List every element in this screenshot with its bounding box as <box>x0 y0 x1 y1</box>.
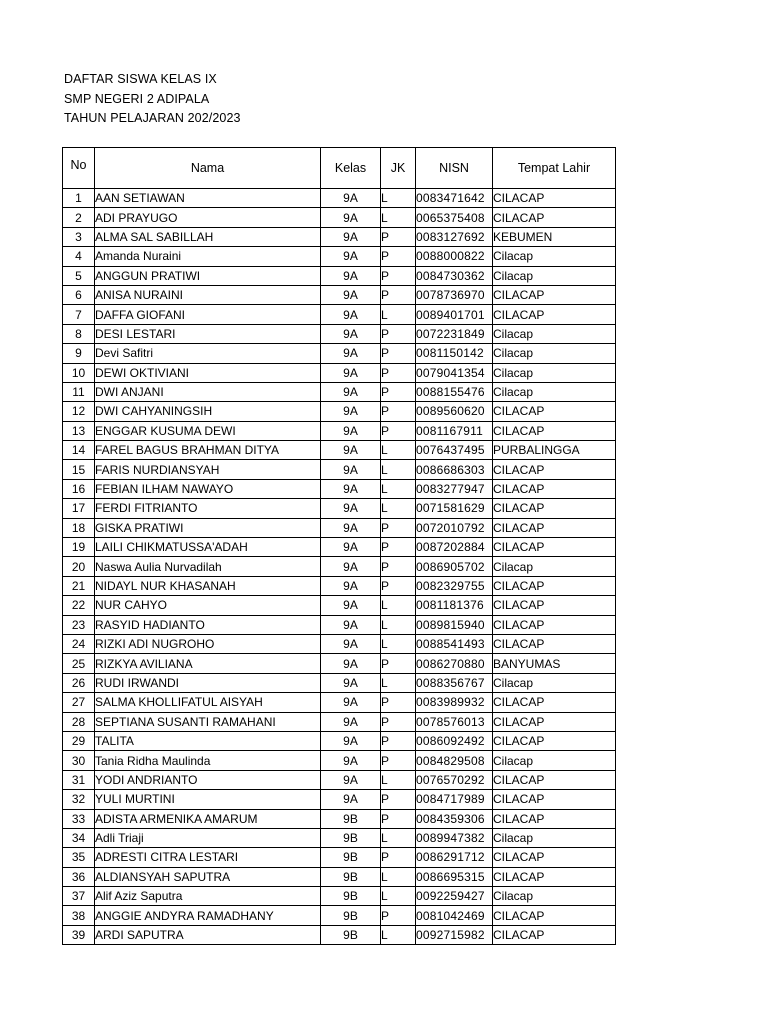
cell-tempat-lahir: CILACAP <box>493 770 616 789</box>
cell-nama: SALMA KHOLLIFATUL AISYAH <box>95 693 321 712</box>
cell-jk: L <box>381 673 416 692</box>
cell-tempat-lahir: CILACAP <box>493 538 616 557</box>
cell-kelas: 9A <box>321 538 381 557</box>
cell-jk: P <box>381 906 416 925</box>
cell-kelas: 9A <box>321 189 381 208</box>
cell-tempat-lahir: CILACAP <box>493 809 616 828</box>
cell-tempat-lahir: CILACAP <box>493 712 616 731</box>
table-row <box>63 654 616 673</box>
cell-jk: P <box>381 809 416 828</box>
cell-nisn: 0083471642 <box>416 189 493 208</box>
table-row <box>63 731 616 750</box>
cell-nama: DEWI OKTIVIANI <box>95 363 321 382</box>
cell-no: 15 <box>63 460 95 479</box>
cell-kelas: 9A <box>321 421 381 440</box>
table-row <box>63 479 616 498</box>
cell-tempat-lahir: Cilacap <box>493 266 616 285</box>
cell-no: 30 <box>63 751 95 770</box>
cell-kelas: 9A <box>321 790 381 809</box>
cell-kelas: 9A <box>321 479 381 498</box>
cell-nisn: 0084359306 <box>416 809 493 828</box>
cell-no: 34 <box>63 828 95 847</box>
header-tempat-lahir: Tempat Lahir <box>493 148 616 189</box>
cell-no: 11 <box>63 382 95 401</box>
cell-nisn: 0086686303 <box>416 460 493 479</box>
cell-tempat-lahir: CILACAP <box>493 285 616 304</box>
cell-jk: P <box>381 848 416 867</box>
cell-tempat-lahir: CILACAP <box>493 421 616 440</box>
cell-tempat-lahir: CILACAP <box>493 305 616 324</box>
cell-kelas: 9B <box>321 828 381 847</box>
table-row <box>63 615 616 634</box>
cell-nisn: 0083989932 <box>416 693 493 712</box>
cell-nama: Adli Triaji <box>95 828 321 847</box>
cell-nama: RASYID HADIANTO <box>95 615 321 634</box>
cell-nisn: 0065375408 <box>416 208 493 227</box>
cell-tempat-lahir: CILACAP <box>493 479 616 498</box>
cell-nisn: 0071581629 <box>416 499 493 518</box>
cell-kelas: 9B <box>321 887 381 906</box>
cell-kelas: 9A <box>321 285 381 304</box>
cell-nama: Alif Aziz Saputra <box>95 887 321 906</box>
cell-jk: L <box>381 208 416 227</box>
cell-no: 21 <box>63 576 95 595</box>
cell-nisn: 0086695315 <box>416 867 493 886</box>
cell-kelas: 9B <box>321 925 381 944</box>
cell-nama: NIDAYL NUR KHASANAH <box>95 576 321 595</box>
document-heading <box>64 70 241 129</box>
header-row <box>63 148 616 189</box>
cell-kelas: 9A <box>321 402 381 421</box>
table-row <box>63 382 616 401</box>
cell-nisn: 0088000822 <box>416 247 493 266</box>
cell-no: 17 <box>63 499 95 518</box>
cell-nisn: 0081181376 <box>416 596 493 615</box>
cell-nama: ANGGIE ANDYRA RAMADHANY <box>95 906 321 925</box>
cell-no: 35 <box>63 848 95 867</box>
cell-nisn: 0083277947 <box>416 479 493 498</box>
cell-tempat-lahir: CILACAP <box>493 731 616 750</box>
table-row <box>63 305 616 324</box>
cell-nama: AAN SETIAWAN <box>95 189 321 208</box>
cell-nama: ADI PRAYUGO <box>95 208 321 227</box>
cell-no: 1 <box>63 189 95 208</box>
cell-nama: ANGGUN PRATIWI <box>95 266 321 285</box>
table-row <box>63 634 616 653</box>
cell-nama: RIZKYA AVILIANA <box>95 654 321 673</box>
table-row <box>63 285 616 304</box>
cell-nama: RIZKI ADI NUGROHO <box>95 634 321 653</box>
cell-nisn: 0083127692 <box>416 227 493 246</box>
cell-nama: Amanda Nuraini <box>95 247 321 266</box>
cell-jk: L <box>381 828 416 847</box>
cell-nisn: 0076570292 <box>416 770 493 789</box>
cell-jk: P <box>381 712 416 731</box>
cell-jk: L <box>381 479 416 498</box>
header-kelas: Kelas <box>321 148 381 189</box>
cell-jk: P <box>381 731 416 750</box>
cell-jk: P <box>381 227 416 246</box>
cell-tempat-lahir: Cilacap <box>493 887 616 906</box>
cell-no: 31 <box>63 770 95 789</box>
cell-nisn: 0086092492 <box>416 731 493 750</box>
cell-nama: Devi Safitri <box>95 344 321 363</box>
cell-kelas: 9A <box>321 693 381 712</box>
table-row <box>63 848 616 867</box>
table-row <box>63 557 616 576</box>
cell-nisn: 0086291712 <box>416 848 493 867</box>
cell-jk: P <box>381 654 416 673</box>
cell-nama: SEPTIANA SUSANTI RAMAHANI <box>95 712 321 731</box>
cell-kelas: 9A <box>321 615 381 634</box>
cell-no: 12 <box>63 402 95 421</box>
cell-jk: P <box>381 402 416 421</box>
cell-no: 27 <box>63 693 95 712</box>
table-row <box>63 712 616 731</box>
cell-nama: FERDI FITRIANTO <box>95 499 321 518</box>
cell-kelas: 9A <box>321 227 381 246</box>
cell-no: 10 <box>63 363 95 382</box>
cell-no: 2 <box>63 208 95 227</box>
cell-tempat-lahir: CILACAP <box>493 693 616 712</box>
cell-kelas: 9A <box>321 654 381 673</box>
table-row <box>63 247 616 266</box>
cell-tempat-lahir: Cilacap <box>493 557 616 576</box>
cell-nisn: 0081150142 <box>416 344 493 363</box>
table-row <box>63 693 616 712</box>
cell-tempat-lahir: Cilacap <box>493 382 616 401</box>
cell-kelas: 9A <box>321 576 381 595</box>
cell-kelas: 9A <box>321 596 381 615</box>
cell-nisn: 0084717989 <box>416 790 493 809</box>
table-row <box>63 673 616 692</box>
cell-tempat-lahir: Cilacap <box>493 673 616 692</box>
cell-nisn: 0078576013 <box>416 712 493 731</box>
cell-tempat-lahir: CILACAP <box>493 518 616 537</box>
cell-kelas: 9A <box>321 770 381 789</box>
cell-tempat-lahir: CILACAP <box>493 596 616 615</box>
cell-tempat-lahir: CILACAP <box>493 576 616 595</box>
cell-no: 6 <box>63 285 95 304</box>
cell-no: 39 <box>63 925 95 944</box>
cell-jk: P <box>381 285 416 304</box>
cell-no: 38 <box>63 906 95 925</box>
cell-nama: DESI LESTARI <box>95 324 321 343</box>
cell-kelas: 9A <box>321 518 381 537</box>
cell-kelas: 9A <box>321 634 381 653</box>
cell-jk: P <box>381 344 416 363</box>
cell-jk: L <box>381 887 416 906</box>
cell-no: 32 <box>63 790 95 809</box>
cell-tempat-lahir: Cilacap <box>493 363 616 382</box>
header-jk: JK <box>381 148 416 189</box>
table-body <box>63 189 616 945</box>
cell-nisn: 0086270880 <box>416 654 493 673</box>
cell-kelas: 9A <box>321 208 381 227</box>
cell-nisn: 0082329755 <box>416 576 493 595</box>
cell-nama: ANISA NURAINI <box>95 285 321 304</box>
cell-jk: L <box>381 596 416 615</box>
cell-tempat-lahir: BANYUMAS <box>493 654 616 673</box>
cell-nama: DWI ANJANI <box>95 382 321 401</box>
cell-jk: L <box>381 499 416 518</box>
cell-nama: ARDI SAPUTRA <box>95 925 321 944</box>
table-row <box>63 518 616 537</box>
cell-kelas: 9A <box>321 460 381 479</box>
cell-no: 36 <box>63 867 95 886</box>
cell-kelas: 9A <box>321 247 381 266</box>
heading-school: SMP NEGERI 2 ADIPALA <box>64 91 210 106</box>
cell-nama: ENGGAR KUSUMA DEWI <box>95 421 321 440</box>
cell-jk: P <box>381 518 416 537</box>
cell-jk: L <box>381 305 416 324</box>
cell-jk: L <box>381 867 416 886</box>
cell-tempat-lahir: PURBALINGGA <box>493 441 616 460</box>
table-row <box>63 499 616 518</box>
table-row <box>63 828 616 847</box>
cell-jk: P <box>381 324 416 343</box>
cell-tempat-lahir: CILACAP <box>493 189 616 208</box>
cell-jk: P <box>381 382 416 401</box>
cell-nisn: 0086905702 <box>416 557 493 576</box>
table-row <box>63 227 616 246</box>
cell-jk: P <box>381 557 416 576</box>
cell-tempat-lahir: CILACAP <box>493 848 616 867</box>
cell-nisn: 0084829508 <box>416 751 493 770</box>
cell-kelas: 9A <box>321 499 381 518</box>
cell-no: 33 <box>63 809 95 828</box>
cell-tempat-lahir: CILACAP <box>493 615 616 634</box>
cell-nisn: 0089401701 <box>416 305 493 324</box>
cell-nisn: 0081167911 <box>416 421 493 440</box>
cell-no: 3 <box>63 227 95 246</box>
cell-kelas: 9B <box>321 809 381 828</box>
table-row <box>63 770 616 789</box>
table-row <box>63 538 616 557</box>
cell-jk: P <box>381 266 416 285</box>
cell-nisn: 0079041354 <box>416 363 493 382</box>
cell-nama: FAREL BAGUS BRAHMAN DITYA <box>95 441 321 460</box>
heading-title: DAFTAR SISWA KELAS IX <box>64 72 217 86</box>
cell-no: 29 <box>63 731 95 750</box>
cell-tempat-lahir: CILACAP <box>493 460 616 479</box>
cell-kelas: 9B <box>321 906 381 925</box>
cell-no: 37 <box>63 887 95 906</box>
table-row <box>63 596 616 615</box>
cell-kelas: 9A <box>321 441 381 460</box>
cell-jk: L <box>381 634 416 653</box>
table-row <box>63 421 616 440</box>
cell-kelas: 9A <box>321 557 381 576</box>
cell-no: 14 <box>63 441 95 460</box>
cell-no: 9 <box>63 344 95 363</box>
cell-tempat-lahir: CILACAP <box>493 925 616 944</box>
cell-nama: GISKA PRATIWI <box>95 518 321 537</box>
table-row <box>63 189 616 208</box>
cell-kelas: 9A <box>321 751 381 770</box>
cell-nama: ALMA SAL SABILLAH <box>95 227 321 246</box>
student-roster-table <box>62 147 616 945</box>
cell-nisn: 0088356767 <box>416 673 493 692</box>
cell-no: 7 <box>63 305 95 324</box>
cell-nama: FEBIAN ILHAM NAWAYO <box>95 479 321 498</box>
cell-nama: RUDI IRWANDI <box>95 673 321 692</box>
cell-tempat-lahir: Cilacap <box>493 828 616 847</box>
cell-nama: YULI MURTINI <box>95 790 321 809</box>
table-row <box>63 363 616 382</box>
cell-tempat-lahir: CILACAP <box>493 499 616 518</box>
cell-no: 26 <box>63 673 95 692</box>
cell-jk: P <box>381 247 416 266</box>
table-row <box>63 344 616 363</box>
cell-nama: FARIS NURDIANSYAH <box>95 460 321 479</box>
table-row <box>63 266 616 285</box>
cell-kelas: 9A <box>321 324 381 343</box>
cell-tempat-lahir: CILACAP <box>493 790 616 809</box>
table-row <box>63 906 616 925</box>
table-row <box>63 576 616 595</box>
cell-nama: ALDIANSYAH SAPUTRA <box>95 867 321 886</box>
cell-no: 25 <box>63 654 95 673</box>
cell-kelas: 9A <box>321 382 381 401</box>
cell-kelas: 9A <box>321 712 381 731</box>
cell-nama: YODI ANDRIANTO <box>95 770 321 789</box>
table-row <box>63 790 616 809</box>
cell-nisn: 0072010792 <box>416 518 493 537</box>
cell-tempat-lahir: CILACAP <box>493 906 616 925</box>
cell-kelas: 9A <box>321 266 381 285</box>
cell-no: 24 <box>63 634 95 653</box>
cell-nama: NUR CAHYO <box>95 596 321 615</box>
cell-nisn: 0088541493 <box>416 634 493 653</box>
cell-jk: P <box>381 790 416 809</box>
cell-tempat-lahir: CILACAP <box>493 867 616 886</box>
cell-nisn: 0089947382 <box>416 828 493 847</box>
cell-nisn: 0081042469 <box>416 906 493 925</box>
header-nisn: NISN <box>416 148 493 189</box>
cell-jk: P <box>381 751 416 770</box>
cell-jk: L <box>381 925 416 944</box>
cell-nisn: 0089560620 <box>416 402 493 421</box>
cell-jk: P <box>381 363 416 382</box>
cell-no: 13 <box>63 421 95 440</box>
cell-kelas: 9A <box>321 731 381 750</box>
table-header <box>63 148 616 189</box>
cell-tempat-lahir: Cilacap <box>493 247 616 266</box>
table-row <box>63 751 616 770</box>
cell-nama: Tania Ridha Maulinda <box>95 751 321 770</box>
cell-nisn: 0092715982 <box>416 925 493 944</box>
cell-kelas: 9B <box>321 867 381 886</box>
cell-jk: L <box>381 770 416 789</box>
cell-kelas: 9A <box>321 673 381 692</box>
cell-tempat-lahir: Cilacap <box>493 751 616 770</box>
table-row <box>63 208 616 227</box>
table-row <box>63 402 616 421</box>
table-row <box>63 324 616 343</box>
table-row <box>63 887 616 906</box>
cell-jk: L <box>381 615 416 634</box>
cell-nisn: 0078736970 <box>416 285 493 304</box>
cell-tempat-lahir: CILACAP <box>493 208 616 227</box>
cell-no: 20 <box>63 557 95 576</box>
table-row <box>63 460 616 479</box>
cell-no: 5 <box>63 266 95 285</box>
cell-kelas: 9A <box>321 363 381 382</box>
cell-nisn: 0076437495 <box>416 441 493 460</box>
header-no: No <box>63 148 95 189</box>
cell-no: 8 <box>63 324 95 343</box>
cell-nisn: 0072231849 <box>416 324 493 343</box>
cell-nisn: 0092259427 <box>416 887 493 906</box>
cell-jk: L <box>381 441 416 460</box>
cell-no: 23 <box>63 615 95 634</box>
cell-nama: LAILI CHIKMATUSSA'ADAH <box>95 538 321 557</box>
cell-nisn: 0087202884 <box>416 538 493 557</box>
cell-tempat-lahir: CILACAP <box>493 402 616 421</box>
cell-kelas: 9A <box>321 344 381 363</box>
cell-tempat-lahir: KEBUMEN <box>493 227 616 246</box>
cell-no: 4 <box>63 247 95 266</box>
cell-no: 22 <box>63 596 95 615</box>
header-nama: Nama <box>95 148 321 189</box>
cell-nisn: 0089815940 <box>416 615 493 634</box>
cell-kelas: 9B <box>321 848 381 867</box>
cell-kelas: 9A <box>321 305 381 324</box>
cell-jk: P <box>381 576 416 595</box>
cell-jk: P <box>381 421 416 440</box>
cell-no: 18 <box>63 518 95 537</box>
cell-tempat-lahir: Cilacap <box>493 324 616 343</box>
cell-nama: Naswa Aulia Nurvadilah <box>95 557 321 576</box>
heading-academic-year: TAHUN PELAJARAN 202/2023 <box>64 111 241 125</box>
cell-jk: P <box>381 693 416 712</box>
cell-nama: ADRESTI CITRA LESTARI <box>95 848 321 867</box>
cell-tempat-lahir: Cilacap <box>493 344 616 363</box>
table-row <box>63 441 616 460</box>
cell-nama: TALITA <box>95 731 321 750</box>
cell-nama: DWI CAHYANINGSIH <box>95 402 321 421</box>
table-row <box>63 809 616 828</box>
cell-nama: DAFFA GIOFANI <box>95 305 321 324</box>
table-row <box>63 925 616 944</box>
cell-jk: L <box>381 189 416 208</box>
cell-nama: ADISTA ARMENIKA AMARUM <box>95 809 321 828</box>
cell-no: 19 <box>63 538 95 557</box>
cell-jk: P <box>381 538 416 557</box>
cell-nisn: 0088155476 <box>416 382 493 401</box>
cell-tempat-lahir: CILACAP <box>493 634 616 653</box>
cell-nisn: 0084730362 <box>416 266 493 285</box>
cell-no: 28 <box>63 712 95 731</box>
cell-jk: L <box>381 460 416 479</box>
cell-no: 16 <box>63 479 95 498</box>
table-row <box>63 867 616 886</box>
